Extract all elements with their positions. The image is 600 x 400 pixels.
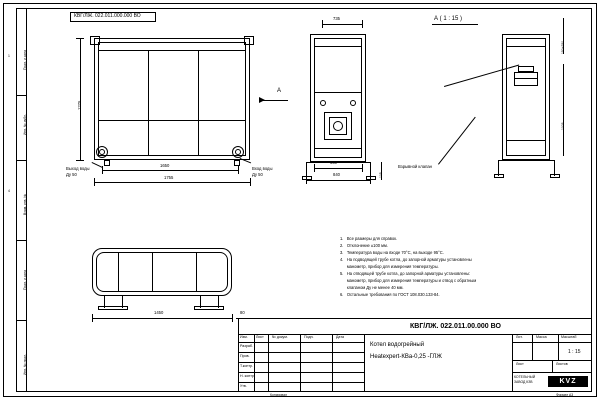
tb-vline-2 (268, 334, 269, 392)
section-a-label: А ( 1 : 15 ) (434, 16, 463, 22)
section-valve-cap (518, 66, 534, 72)
tb-title-line2: Heatexpert-КВа-0,25 -ГЛЖ (370, 354, 442, 360)
top-dim-line (92, 318, 232, 319)
kvz-logo-icon: KVZ (548, 376, 588, 387)
tb-designation: КВГ/ЛЖ. 022.011.00.000 ВО (410, 323, 501, 330)
tb-right-v2 (558, 334, 559, 360)
top-foot-left (98, 306, 128, 310)
note-item-5: манометр, прибор для измерения температуры. (340, 264, 439, 269)
side-dim-bottom-t2 (370, 176, 371, 184)
note-item-3: 3. Температура воды на входе 70°С, на выходе 95°С. (340, 250, 444, 255)
side-burner-opening (333, 121, 343, 131)
top-dim-t1 (92, 314, 93, 322)
tb-row-prov: Пров. (240, 354, 250, 358)
margin-label-0: Подп. и дата (23, 50, 27, 70)
side-dim-bottom-text: 840 (333, 172, 340, 177)
tb-row-3 (238, 372, 364, 373)
tb-right-v3 (552, 360, 553, 372)
top-foot-right (194, 306, 224, 310)
tb-row-4 (238, 382, 364, 383)
zone-mark-1: 1 (8, 54, 10, 58)
side-dim-top-line (322, 24, 362, 25)
margin-divider (16, 8, 17, 392)
tb-row-tkontr: Т.контр. (240, 364, 254, 368)
top-dim-small-text: 80 (240, 310, 245, 315)
tb-masshtab-label: Масштаб (561, 335, 577, 339)
format-label: Формат А3 (556, 393, 574, 397)
section-band-top (506, 46, 546, 47)
tb-col-podp: Подп. (304, 335, 314, 339)
side-dim-bottom-t1 (306, 176, 307, 184)
tb-right-v1 (532, 334, 533, 360)
front-dim-inner-line (102, 170, 238, 171)
section-arrow-label: А (277, 88, 282, 94)
side-base-line (306, 162, 370, 163)
front-foot-right (234, 160, 240, 166)
note-item-6: 5. На отводящей трубе котла, до запорной арматуры установлены: (340, 271, 471, 276)
front-inlet-label-2: Ду 50 (252, 172, 263, 177)
front-dim-height-tick-bot (76, 160, 84, 161)
section-dim-main-line (563, 64, 564, 156)
tb-listov-label: Листов (556, 362, 568, 366)
front-horizontal-band (98, 120, 246, 121)
side-dim-small-text: 105 (379, 172, 383, 178)
company-logo-block (514, 374, 590, 390)
tb-row-2 (238, 362, 364, 363)
tb-row-nkontr: Н. контр. (240, 374, 255, 378)
top-dim-text: 1450 (154, 310, 164, 315)
front-dim-outer-line (94, 182, 250, 183)
margin-label-2: Взам. инв. № (23, 193, 27, 215)
tb-col-izm: Изм. (240, 335, 248, 339)
tb-vline-1 (254, 334, 255, 392)
side-dim-top-text: 735 (333, 16, 340, 21)
front-mount-tl (90, 36, 100, 45)
front-inlet-label-1: Вход воды (252, 166, 273, 171)
margin-sep-3 (16, 240, 26, 241)
tb-title-line1: Котел водогрейный (370, 342, 425, 348)
tb-row-utv: Утв. (240, 384, 247, 388)
note-item-4: 4. На подводящей трубе котла, до запорной арматуры установлены (340, 257, 472, 262)
front-dim-height-tick-top (76, 38, 84, 39)
note-item-1: 1. Все размеры для справок. (340, 236, 398, 241)
tb-col-data: Дата (336, 335, 344, 339)
tb-massa-label: Масса (536, 335, 547, 339)
top-view-rib-3 (196, 252, 197, 292)
kopiroval-label: Копировал (270, 393, 287, 397)
front-nozzle-left-inner (99, 149, 105, 155)
company-name-line2: ЗАВОД КЗВ (514, 380, 533, 384)
front-dim-inner-text: 1650 (160, 163, 170, 168)
tb-lit-label: Лит. (516, 335, 523, 339)
top-view-rib-2 (152, 252, 153, 292)
note-item-8: клапаном Ду не менее 40 мм. (340, 285, 404, 290)
front-dim-outer-t1 (94, 178, 95, 186)
front-foot-left (104, 160, 110, 166)
tb-col-list: Лист (256, 335, 264, 339)
front-dim-height-text: 1275 (77, 100, 82, 110)
side-dim-mid-t1 (314, 164, 315, 172)
tb-row-razrab: Разраб. (240, 344, 253, 348)
front-view-inner (98, 42, 246, 156)
side-band-bot (314, 148, 362, 149)
side-dim-bottom-line (306, 180, 370, 181)
top-dim-t2 (232, 314, 233, 322)
side-dim-mid-t2 (362, 164, 363, 172)
margin-sep-4 (16, 320, 26, 321)
section-a-underline (432, 24, 478, 25)
section-view-inner (506, 38, 546, 156)
margin-label-3: Подп. и дата (23, 270, 27, 290)
front-mount-tr (244, 36, 254, 45)
section-dim-top-text: 150±250 (561, 40, 565, 54)
front-top-band (98, 50, 246, 51)
side-band-mid (314, 92, 362, 93)
top-view-inner (96, 252, 228, 292)
side-dim-mid-text: 650 (330, 160, 337, 165)
note-item-9: 6. Остальные требования по ГОСТ 108.030.133-84. (340, 292, 440, 297)
side-dim-mid-line (314, 168, 362, 169)
zone-mark-2: 4 (8, 189, 10, 193)
company-name-line1: КОТЕЛЬНЫЙ (514, 375, 536, 379)
section-valve-line (514, 78, 538, 79)
designation-top-text: КВГ/ЛЖ. 022.011.000.000 ВО (74, 13, 141, 19)
front-dim-outer-text: 1755 (164, 175, 174, 180)
section-band-bot (506, 140, 546, 141)
section-foot-right (550, 174, 560, 178)
tb-right-sep-3 (512, 372, 592, 373)
front-nozzle-right-inner (235, 149, 241, 155)
section-base-line (498, 160, 554, 161)
section-dim-main-text: 1005 (561, 122, 565, 130)
front-dim-outer-t2 (250, 178, 251, 186)
tb-vline-3 (300, 334, 301, 392)
tb-right-head-sep (512, 342, 592, 343)
note-item-7: манометр, прибор для измерения температуры и отвод с обратным (340, 278, 477, 283)
front-partition-2 (198, 50, 199, 156)
side-bolt-1 (320, 100, 326, 106)
side-view-inner (314, 38, 362, 158)
top-view-rib-1 (118, 252, 119, 292)
margin-label-1: Инв. № дубл. (23, 114, 27, 135)
front-outlet-label-2: Ду 50 (66, 172, 77, 177)
tb-vline-5 (364, 334, 365, 392)
margin-sep-2 (16, 160, 26, 161)
section-arrow-head (259, 97, 265, 103)
tb-list-label: Лист (516, 362, 524, 366)
tb-row-1 (238, 352, 364, 353)
section-foot-left (494, 174, 504, 178)
side-band-top (314, 46, 362, 47)
side-dim-top-t2 (362, 20, 363, 28)
tb-vline-4 (332, 334, 333, 392)
valve-label: Взрывной клапан (398, 164, 432, 169)
front-dim-inner-t2 (238, 166, 239, 174)
tb-scale-value: 1 : 15 (568, 349, 581, 355)
side-dim-top-t1 (322, 20, 323, 28)
section-valve-block (514, 72, 538, 86)
tb-col-head-sep (238, 342, 364, 343)
front-partition-1 (148, 50, 149, 156)
section-arrow-line (262, 100, 288, 101)
margin-sep-1 (16, 95, 26, 96)
tb-col-docum: № докум. (272, 335, 288, 339)
note-item-2: 2. Отклонение ±100 мм. (340, 243, 388, 248)
side-bolt-2 (350, 100, 356, 106)
front-outlet-label-1: Выход воды (66, 166, 90, 171)
margin-label-4: Инв. № подл. (23, 353, 27, 375)
